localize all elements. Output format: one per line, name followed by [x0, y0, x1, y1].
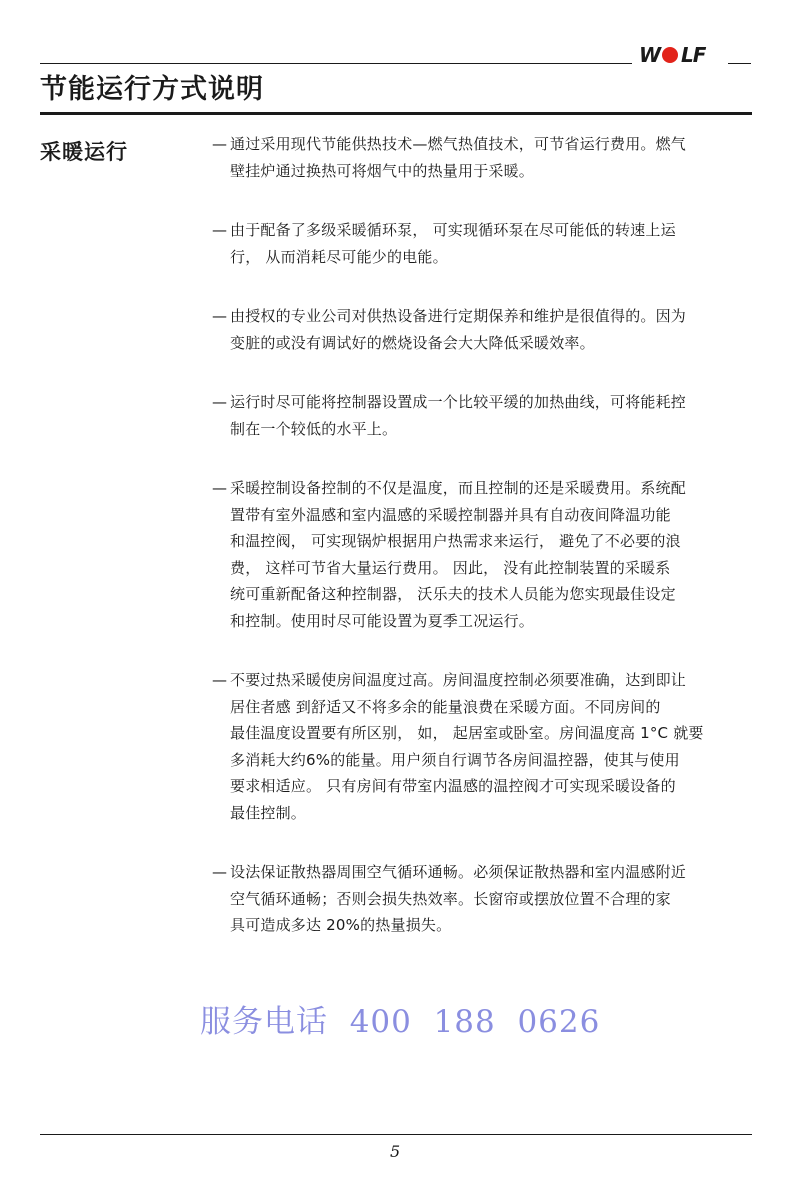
bullet-list [212, 131, 752, 939]
bullet-line: 运行时尽可能将控制器设置成一个比较平缓的加热曲线，可将能耗控 [230, 393, 687, 411]
bullet-dash: — [212, 221, 228, 239]
bullet-line: 和控制。使用时尽可能设置为夏季工况运行。 [230, 611, 535, 630]
bullet-line: 不要过热采暖使房间温度过高。房间温度控制必须要准确，达到即让 [230, 671, 687, 689]
bullet-line: 具可造成多达 20%的热量损失。 [230, 916, 452, 934]
bullet-line: 置带有室外温感和室内温感的采暖控制器并具有自动夜间降温功能 [230, 505, 671, 524]
bullet-line: 制在一个较低的水平上。 [230, 419, 398, 438]
wolf-logo [636, 44, 724, 66]
bullet-line: 变脏的或没有调试好的燃烧设备会大大降低采暖效率。 [230, 333, 595, 352]
bullet-line: 空气循环通畅；否则会损失热效率。长窗帘或摆放位置不合理的家 [230, 889, 671, 908]
bullet-line: 壁挂炉通过换热可将烟气中的热量用于采暖。 [230, 161, 535, 180]
bullet-line: 最佳温度设置要有所区别， 如， 起居室或卧室。房间温度高 1°C 就要 [230, 724, 704, 742]
bullet-dash: — [212, 393, 228, 411]
bullet-dash: — [212, 135, 228, 153]
svg-text:LF: LF [681, 44, 706, 66]
bullet-line: 采暖控制设备控制的不仅是温度，而且控制的还是采暖费用。系统配 [230, 479, 687, 497]
bullet-line: 要求相适应。 只有房间有带室内温感的温控阀才可实现采暖设备的 [230, 777, 676, 795]
bullet-line: 由授权的专业公司对供热设备进行定期保养和维护是很值得的。因为 [230, 307, 687, 325]
page-title: 节能运行方式说明 [40, 74, 264, 105]
bullet-line: 居住者感 到舒适又不将多余的能量浪费在采暖方面。不同房间的 [230, 697, 661, 716]
bullet-line: 设法保证散热器周围空气循环通畅。必须保证散热器和室内温感附近 [230, 863, 687, 881]
section-label: 采暖运行 [40, 139, 128, 164]
bullet-item [212, 217, 752, 270]
title-rule [40, 112, 752, 115]
bullet-line: 费， 这样可节省大量运行费用。 因此， 没有此控制装置的采暖系 [230, 558, 671, 577]
bullet-line: 多消耗大约6%的能量。用户须自行调节各房间温控器，使其与使用 [230, 750, 680, 769]
bullet-line: 最佳控制。 [230, 803, 307, 822]
bullet-line: 由于配备了多级采暖循环泵， 可实现循环泵在尽可能低的转速上运 [230, 221, 676, 239]
bullet-line: 行， 从而消耗尽可能少的电能。 [230, 247, 448, 266]
bullet-item [212, 475, 752, 634]
svg-text:W: W [639, 44, 661, 66]
header-rule-left [40, 63, 632, 64]
bullet-line: 通过采用现代节能供热技术—燃气热值技术，可节省运行费用。燃气 [230, 135, 687, 153]
bullet-item [212, 131, 752, 184]
bullet-item [212, 303, 752, 356]
bullet-item [212, 389, 752, 442]
header-rule-right [728, 63, 751, 64]
bullet-line: 统可重新配备这种控制器， 沃乐夫的技术人员能为您实现最佳设定 [230, 585, 676, 603]
bullet-dash: — [212, 863, 228, 881]
bullet-item [212, 859, 752, 939]
footer-rule [40, 1134, 752, 1135]
bullet-line: 和温控阀， 可实现锅炉根据用户热需求来运行， 避免了不必要的浪 [230, 532, 681, 550]
logo-red-circle-icon [662, 47, 678, 63]
page-number: 5 [390, 1142, 401, 1161]
bullet-dash: — [212, 307, 228, 325]
bullet-dash: — [212, 671, 228, 689]
bullet-item [212, 667, 752, 826]
bullet-dash: — [212, 479, 228, 497]
service-phone: 服务电话 400 188 0626 [200, 1004, 601, 1040]
